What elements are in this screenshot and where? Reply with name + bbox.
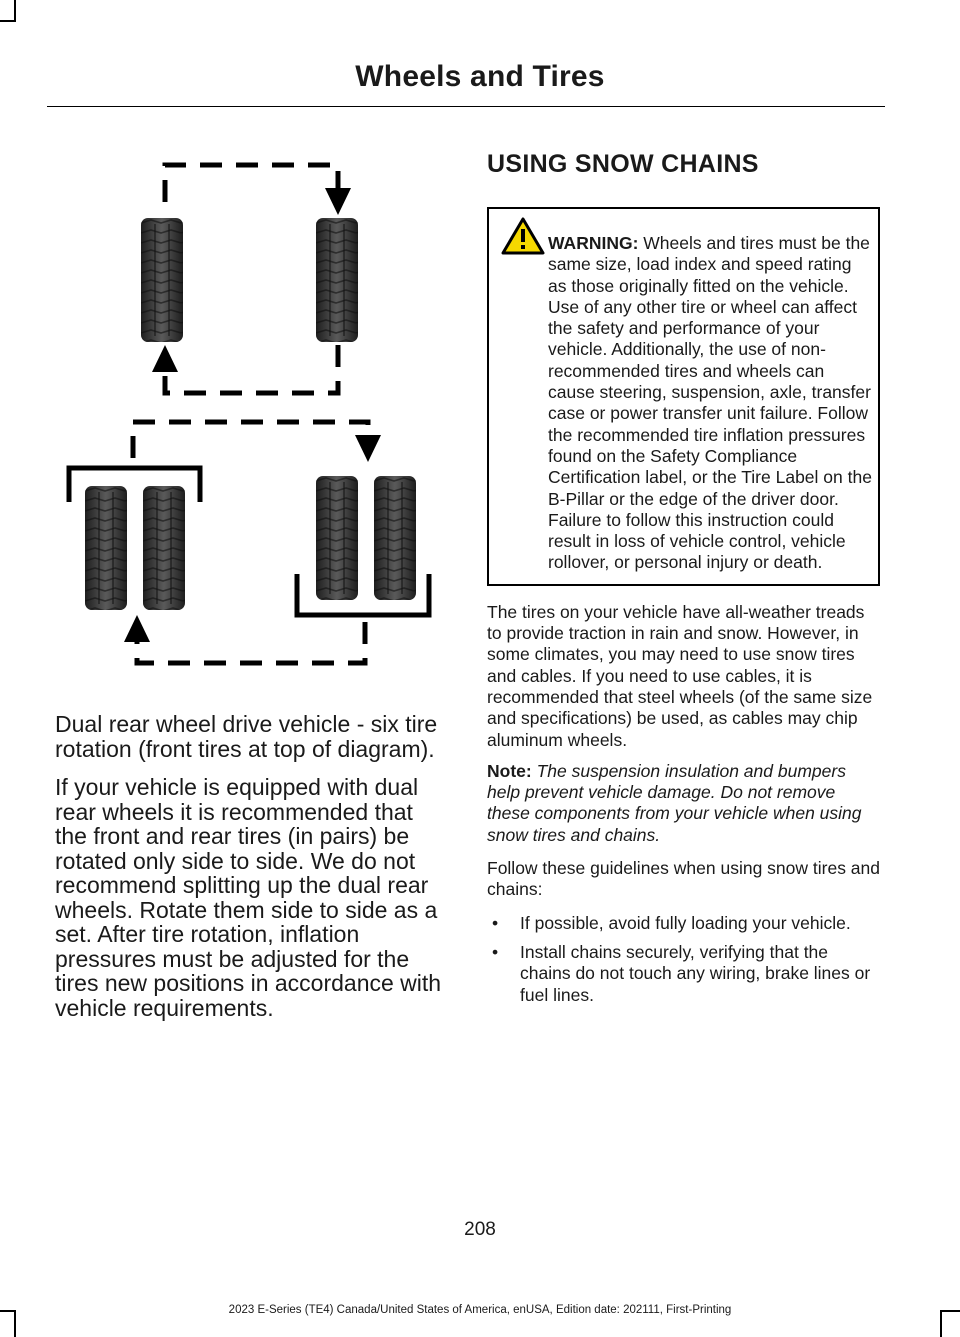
note [487,761,880,846]
front-left-tire [141,218,183,342]
left-column [55,712,450,1020]
page-number: 208 [464,1219,496,1240]
warning-text [496,233,872,574]
header-divider [47,106,885,107]
rotation-path-front [165,165,338,202]
warning-box [487,207,880,586]
footer-edition: 2023 E-Series (TE4) Canada/United States of America, enUSA, Edition date: 202111, First-Printing [228,1304,732,1316]
front-right-tire [316,218,358,342]
list-item-text: Install chains securely, verifying that the chains do not touch any wiring, brake lines or fuel lines. [520,941,871,1005]
rear-left-outer-tire [85,486,127,610]
list-item-text: If possible, avoid fully loading your vehicle. [520,912,851,933]
list-item [487,942,880,1006]
arrow-down-icon [355,435,381,462]
right-column [487,140,880,1014]
warning-body: Wheels and tires must be the same size, load index and speed rating as those originally fitted on the vehicle. Use of any other tire or wheel can affect the safety and performance of your vehicle. Additionally, the use of non-recommended tires and wheels can cause steering, suspension, axle, transfer case or power transfer unit failure. Follow the recommended tire inflation pressures found on the Safety Compliance Certification label, or the Tire Label on the B-Pillar or the edge of the driver door. Failure to follow this instruction could result in loss of vehicle control, vehicle rollover, or personal injury or death. [548,233,872,573]
rotation-path-rear [133,422,368,458]
diagram-caption: Dual rear wheel drive vehicle - six tire rotation (front tires at top of diagram). [55,711,438,762]
rotation-path-rear-return [137,622,365,663]
snow-chains-paragraph: The tires on your vehicle have all-weather treads to provide traction in rain and snow. However, in some climates, you may need to use snow tires and cables. If you need to use cables, it is recommended that steel wheels (of the same size and specifications) be used, as cables may chip aluminum wheels. [487,601,873,750]
section-heading: USING SNOW CHAINS [487,150,759,178]
warning-label: WARNING: [548,233,639,253]
tire-rotation-diagram [55,140,455,680]
rotation-path-front-return [165,345,338,393]
list-item [487,913,880,934]
crop-mark [14,0,16,22]
guidelines-intro: Follow these guidelines when using snow tires and chains: [487,858,881,900]
arrow-up-icon [124,615,150,642]
crop-mark [0,20,16,22]
page-title: Wheels and Tires [355,60,605,93]
rear-right-inner-tire [316,476,358,600]
rear-right-outer-tire [374,476,416,600]
bullet-marker: • [492,941,499,962]
bullet-marker: • [492,912,499,933]
guidelines-list [487,913,880,1006]
arrow-up-icon [152,345,178,372]
arrow-down-icon [325,188,351,215]
warning-triangle-icon [501,217,545,255]
note-label: Note: [487,760,532,781]
rear-left-inner-tire [143,486,185,610]
rotation-paragraph: If your vehicle is equipped with dual rear wheels it is recommended that the front and rear tires (in pairs) be rotated only side to side. We do not recommend splitting up the dual rear wheels. Rotate them side to side as a set. After tire rotation, inflation pressures must be adjusted for the tires new positions in accordance with vehicle requirements. [55,774,442,1021]
note-text: The suspension insulation and bumpers help prevent vehicle damage. Do not remove these components from your vehicle when using snow tires and chains. [487,760,862,845]
